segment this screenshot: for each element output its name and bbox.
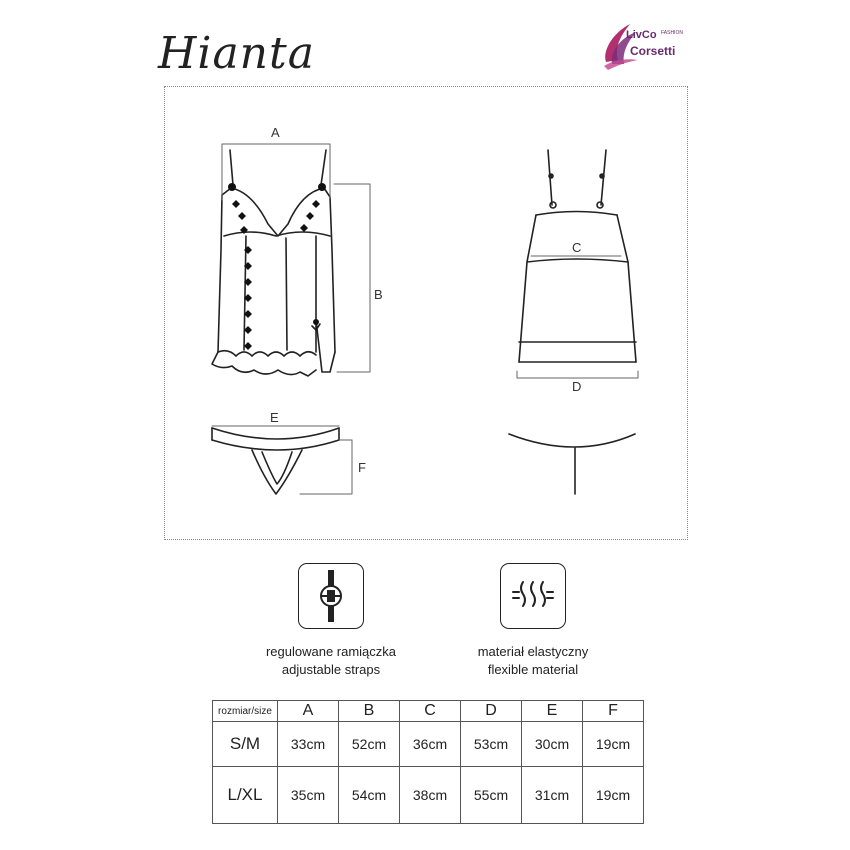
strap-buckle-icon <box>299 564 363 628</box>
table-row <box>213 722 644 767</box>
size-col-header: B <box>339 701 400 722</box>
dimension-lines <box>212 144 638 494</box>
size-table-corner: rozmiar/size <box>213 701 278 722</box>
feature-flexible-material <box>438 563 628 679</box>
dim-label-b: B <box>374 287 383 302</box>
size-chart-table <box>212 700 644 824</box>
stretch-waves-icon <box>501 564 565 628</box>
feature-icon-box <box>298 563 364 629</box>
size-cell: 36cm <box>400 722 461 767</box>
size-cell: 30cm <box>522 722 583 767</box>
size-cell: 53cm <box>461 722 522 767</box>
size-col-header: D <box>461 701 522 722</box>
size-cell: 35cm <box>278 767 339 824</box>
size-row-label: L/XL <box>213 767 278 824</box>
size-table-header-row <box>213 701 644 722</box>
thong-front-drawing <box>212 428 339 494</box>
dim-label-d: D <box>572 379 582 394</box>
feature-adjustable-straps <box>236 563 426 679</box>
dim-label-e: E <box>270 410 279 425</box>
feature-icon-box <box>500 563 566 629</box>
feature-label-pl: regulowane ramiączka <box>265 644 397 659</box>
size-col-header: E <box>522 701 583 722</box>
table-row <box>213 767 644 824</box>
size-col-header: F <box>583 701 644 722</box>
dim-label-f: F <box>358 460 366 475</box>
size-cell: 33cm <box>278 722 339 767</box>
brand-line1-sup: FASHION <box>661 30 683 36</box>
size-row-label: S/M <box>213 722 278 767</box>
size-cell: 19cm <box>583 767 644 824</box>
size-cell: 54cm <box>339 767 400 824</box>
brand-line1: LivCo <box>626 29 657 41</box>
dim-label-a: A <box>271 125 280 140</box>
feature-label-pl: materiał elastyczny <box>477 644 589 659</box>
feature-label-en: flexible material <box>487 662 579 677</box>
front-embroidery-decoration <box>228 183 326 350</box>
size-cell: 38cm <box>400 767 461 824</box>
size-col-header: A <box>278 701 339 722</box>
feature-label-en: adjustable straps <box>281 662 381 677</box>
size-col-header: C <box>400 701 461 722</box>
dim-label-c: C <box>572 240 582 255</box>
size-cell: 31cm <box>522 767 583 824</box>
size-cell: 19cm <box>583 722 644 767</box>
size-cell: 52cm <box>339 722 400 767</box>
product-name: Hianta <box>158 28 315 79</box>
thong-back-drawing <box>509 434 635 494</box>
size-cell: 55cm <box>461 767 522 824</box>
brand-line2: Corsetti <box>630 44 676 58</box>
